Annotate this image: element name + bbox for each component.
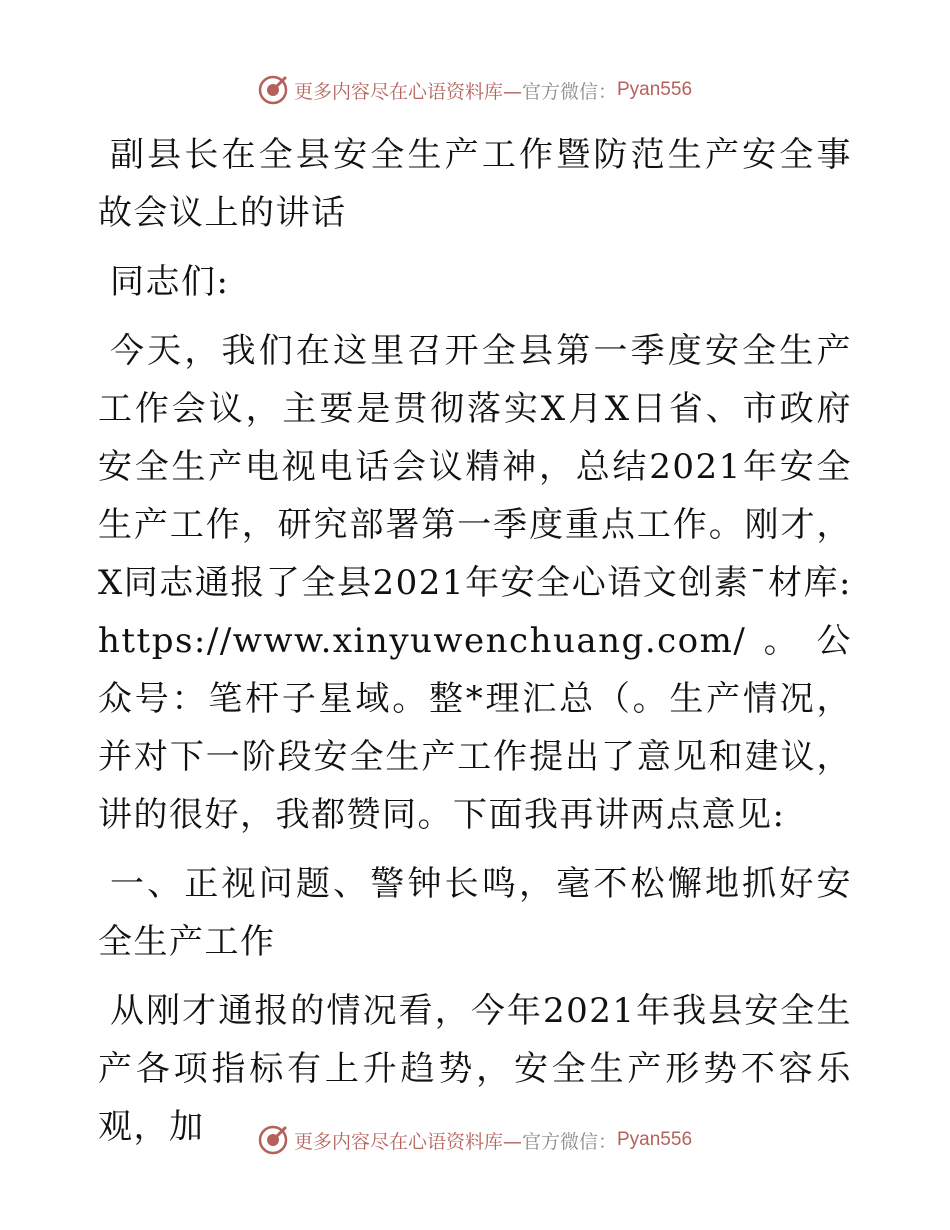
banner-wechat-label: 官方微信： [521,80,617,103]
greeting: 同志们: [110,262,230,302]
banner-wechat-label: 官方微信： [521,1130,617,1153]
banner-wechat-id: Pyan556 [617,1129,693,1150]
brand-logo-icon [258,1125,288,1155]
banner-left-text: 更多内容尽在心语资料库— [293,80,522,103]
paragraph-intro: 今天，我们在这里召开全县第一季度安全生产工作会议，主要是贯彻落实X月X日省、市政府安全生产电视电话会议精神，总结2021年安全生产工作，研究部署第一季度重点工作。刚才，X同志通报了全县2021年安全心语文创素¯材库:https://www.xinyuwenchuang.com/。公众号：笔杆子星域。整*理汇总（。生产情况，并对下一阶段安全生产工作提出了意见和建议，讲的很好，我都赞同。下面我再讲两点意见: [98,331,852,835]
header-watermark-banner [0,70,950,110]
document-body [98,126,852,1167]
document-title: 副县长在全县安全生产工作暨防范生产安全事故会议上的讲话 [98,135,852,233]
footer-watermark-banner [0,1120,950,1160]
banner-left-text: 更多内容尽在心语资料库— [293,1130,522,1153]
section-heading-one: 一、正视问题、警钟长鸣，毫不松懈地抓好安全生产工作 [98,864,852,962]
brand-logo-icon [258,75,288,105]
paragraph-situation: 从刚才通报的情况看，今年2021年我县安全生产各项指标有上升趋势，安全生产形势不容乐观，加 [98,991,852,1147]
banner-wechat-id: Pyan556 [617,79,693,100]
